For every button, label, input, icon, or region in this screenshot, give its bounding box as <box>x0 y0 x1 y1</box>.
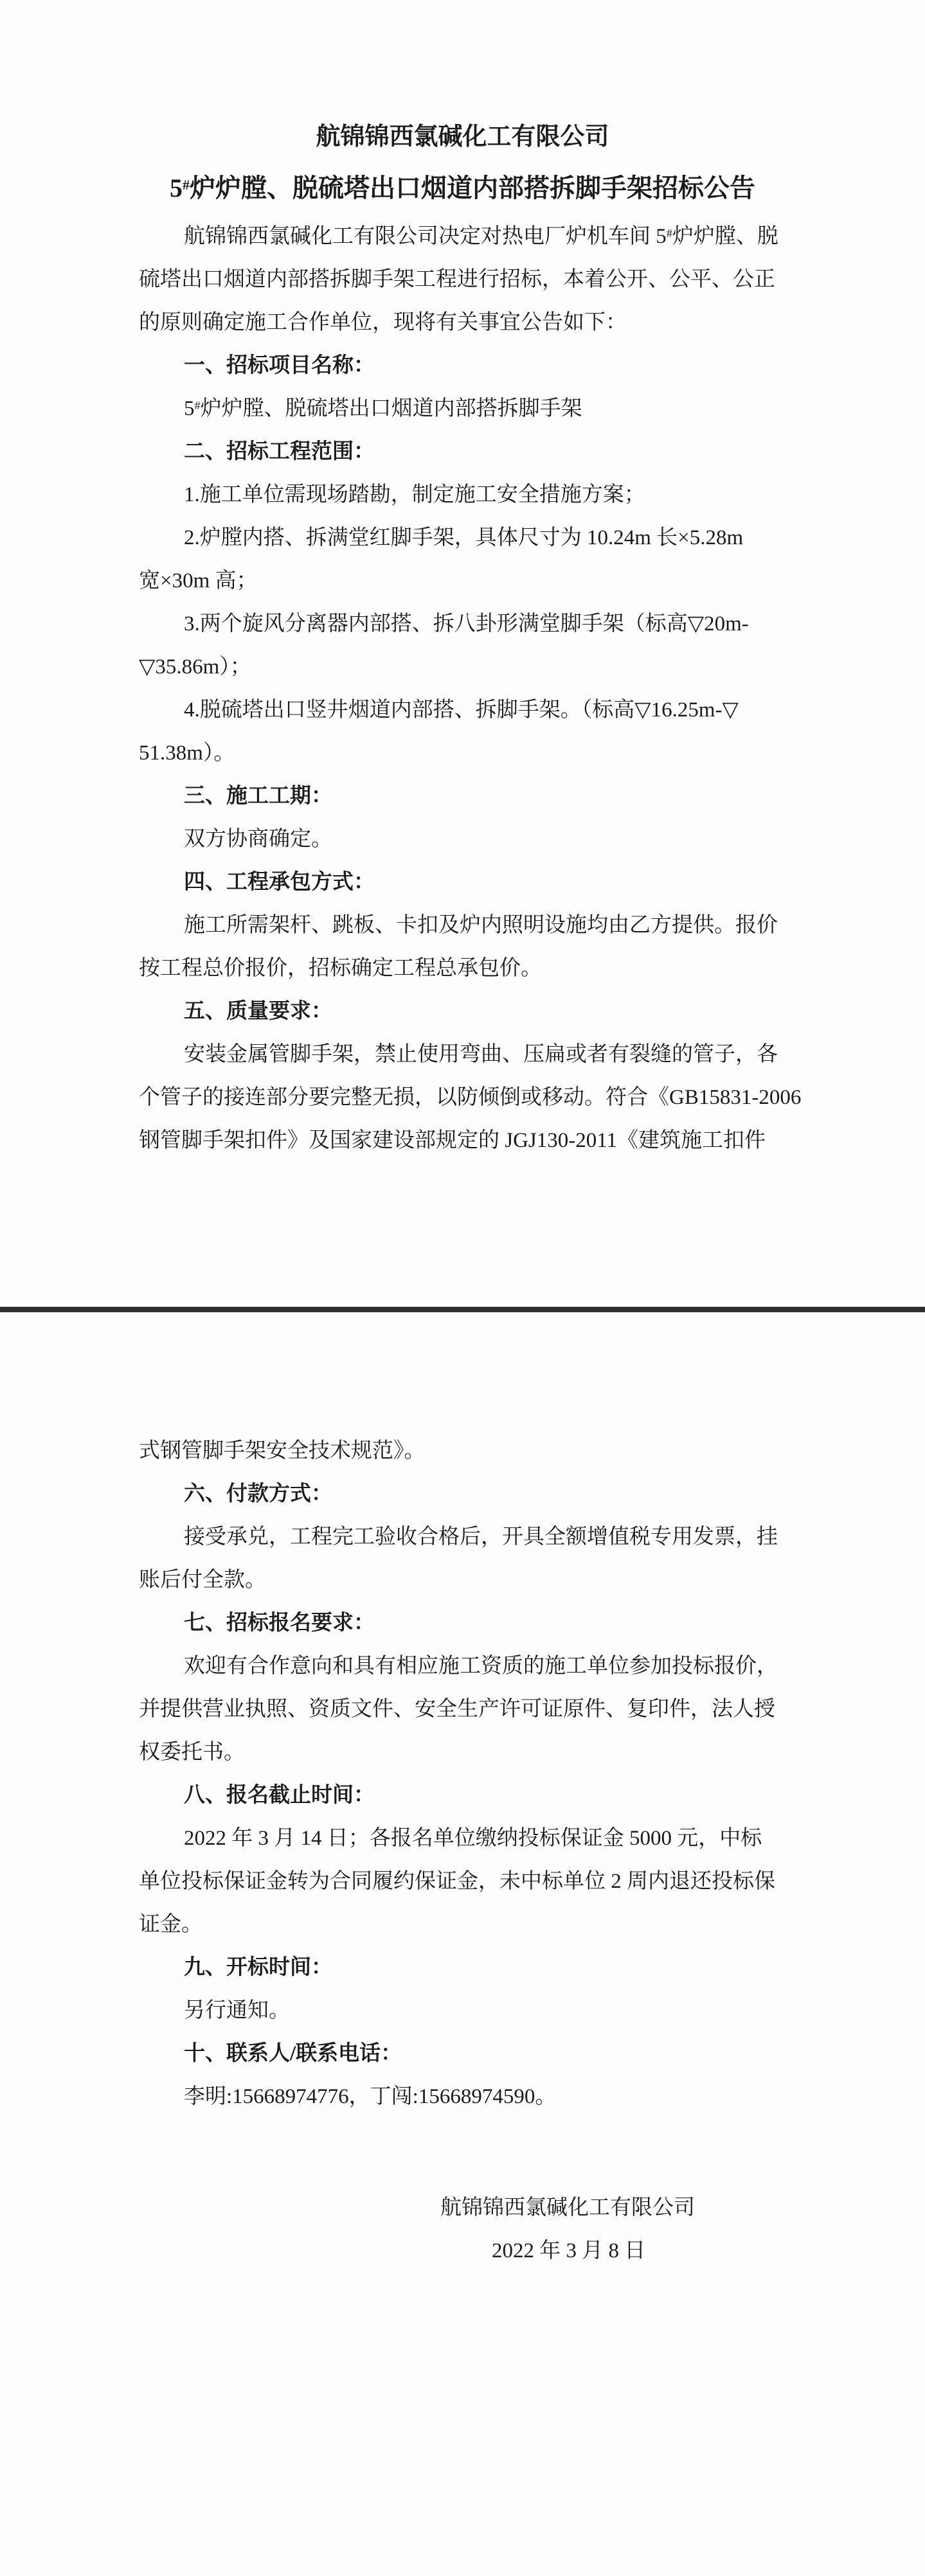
paragraph-line: 宽×30m 高； <box>139 569 258 592</box>
paragraph-line: 51.38m）。 <box>139 742 235 765</box>
page-break-divider <box>0 1306 925 1313</box>
section-heading-1: 一、招标项目名称： <box>184 354 375 377</box>
paragraph-line: 另行通知。 <box>184 1999 290 2022</box>
section-heading-5: 五、质量要求： <box>184 1000 332 1023</box>
superscript-hash: # <box>183 177 190 193</box>
paragraph-line: 接受承兑，工程完工验收合格后，开具全额增值税专用发票，挂 <box>184 1525 778 1549</box>
superscript-hash: # <box>666 226 672 240</box>
paragraph-line: 双方协商确定。 <box>184 828 332 851</box>
line-pre: 5 <box>184 397 195 420</box>
subtitle-pre: 5 <box>170 173 183 202</box>
list-item-line: 2.炉膛内搭、拆满堂红脚手架，具体尺寸为 10.24m 长×5.28m <box>184 526 744 549</box>
signature-block <box>139 2187 786 2273</box>
paragraph-line: 单位投标保证金转为合同履约保证金，未中标单位 2 周内退还投标保 <box>139 1870 775 1893</box>
page-2 <box>0 1313 925 2576</box>
section-heading-7: 七、招标报名要求： <box>184 1612 375 1635</box>
paragraph-line: 式钢管脚手架安全技术规范》。 <box>139 1439 426 1462</box>
paragraph-line: 欢迎有合作意向和具有相应施工资质的施工单位参加投标报价， <box>184 1655 778 1678</box>
signature-date: 2022 年 3 月 8 日 <box>492 2239 646 2262</box>
contact-line: 李明:15668974776，丁闯:15668974590。 <box>184 2085 557 2108</box>
paragraph-line: 硫塔出口烟道内部搭拆脚手架工程进行招标，本着公开、公平、公正 <box>139 268 775 291</box>
document-title: 航锦锦西氯碱化工有限公司 <box>316 123 609 150</box>
paragraph-line: 账后付全款。 <box>139 1568 266 1592</box>
line-rest: 炉炉膛、脱 <box>672 225 778 248</box>
section-heading-10: 十、联系人/联系电话： <box>184 2042 402 2065</box>
section-heading-8: 八、报名截止时间： <box>184 1784 375 1807</box>
paragraph-line: 并提供营业执照、资质文件、安全生产许可证原件、复印件，法人授 <box>139 1698 775 1721</box>
section-heading-9: 九、开标时间： <box>184 1956 332 1979</box>
paragraph-line: 安装金属管脚手架，禁止使用弯曲、压扁或者有裂缝的管子，各 <box>184 1043 778 1066</box>
paragraph-line: 按工程总价报价，招标确定工程总承包价。 <box>139 957 542 980</box>
superscript-hash: # <box>194 398 201 412</box>
paragraph-line: 的原则确定施工合作单位，现将有关事宜公告如下： <box>139 311 627 334</box>
line-pre: 航锦锦西氯碱化工有限公司决定对热电厂炉机车间 5 <box>184 225 667 248</box>
section-heading-2: 二、招标工程范围： <box>184 440 375 463</box>
list-item-line: 3.两个旋风分离器内部搭、拆八卦形满堂脚手架（标高▽20m- <box>184 612 749 635</box>
paragraph-line: 钢管脚手架扣件》及国家建设部规定的 JGJ130-2011《建筑施工扣件 <box>139 1129 766 1152</box>
paragraph-line: 个管子的接连部分要完整无损，以防倾倒或移动。符合《GB15831-2006 <box>139 1086 802 1109</box>
paragraph-line: 权委托书。 <box>139 1741 245 1764</box>
paragraph-line: ▽35.86m）； <box>139 655 251 679</box>
document-subtitle <box>139 161 786 215</box>
section-heading-3: 三、施工工期： <box>184 785 332 808</box>
list-item-line: 4.脱硫塔出口竖井烟道内部搭、拆脚手架。（标高▽16.25m-▽ <box>184 698 739 722</box>
list-item-line: 1.施工单位需现场踏勘，制定施工安全措施方案； <box>184 483 645 506</box>
section-heading-4: 四、工程承包方式： <box>184 871 375 894</box>
paragraph-line <box>139 387 786 431</box>
paragraph-line: 证金。 <box>139 1913 202 1936</box>
subtitle-rest: 炉炉膛、脱硫塔出口烟道内部搭拆脚手架招标公告 <box>190 173 755 202</box>
section-heading-6: 六、付款方式： <box>184 1482 332 1506</box>
signature-company: 航锦锦西氯碱化工有限公司 <box>440 2196 695 2219</box>
paragraph-line: 2022 年 3 月 14 日；各报名单位缴纳投标保证金 5000 元，中标 <box>184 1827 762 1850</box>
line-rest: 炉炉膛、脱硫塔出口烟道内部搭拆脚手架 <box>200 397 582 420</box>
paragraph-line <box>139 215 786 258</box>
paragraph-line: 施工所需架杆、跳板、卡扣及炉内照明设施均由乙方提供。报价 <box>184 914 778 937</box>
